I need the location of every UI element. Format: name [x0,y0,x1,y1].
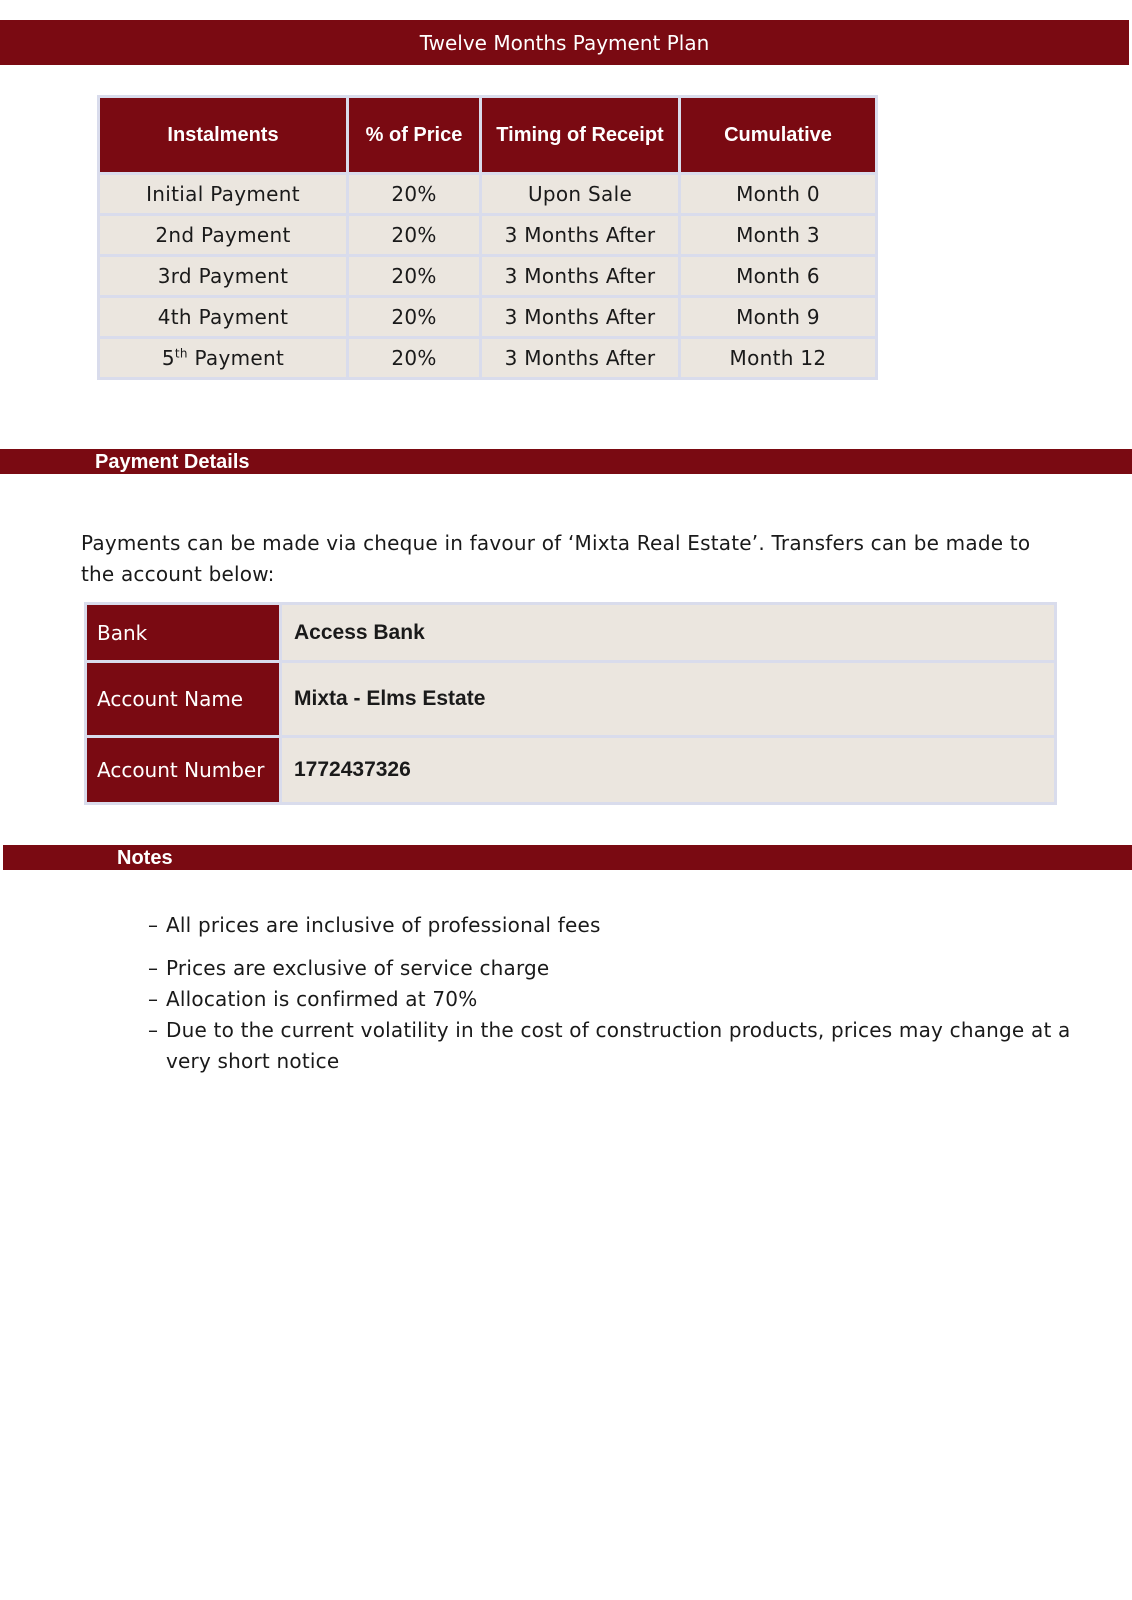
timing-cell: 3 Months After [482,298,678,336]
list-item: – Allocation is confirmed at 70% [148,984,1108,1015]
instalment-word: Payment [187,346,285,370]
table-row [100,216,875,254]
column-header-cumulative: Cumulative [681,98,875,172]
percent-cell: 20% [349,339,479,377]
cumulative-cell: Month 3 [681,216,875,254]
account-number-label: Account Number [87,738,279,802]
timing-cell: 3 Months After [482,216,678,254]
payment-plan-table [97,95,878,380]
payment-details-heading-band [0,449,1132,474]
column-header-percent: % of Price [349,98,479,172]
percent-cell: 20% [349,298,479,336]
instalment-cell: Initial Payment [100,175,346,213]
cumulative-cell: Month 12 [681,339,875,377]
page-title: Twelve Months Payment Plan [419,30,710,55]
bank-value: Access Bank [282,605,1054,660]
notes-heading: Notes [117,847,173,869]
instalment-cell: 4th Payment [100,298,346,336]
instalment-number: 5 [161,346,175,370]
table-row [87,605,1054,660]
list-item: – Due to the current volatility in the cost of construction products, prices may change at a very short notice [148,1015,1108,1077]
table-row [100,175,875,213]
column-header-instalments: Instalments [100,98,346,172]
account-name-label: Account Name [87,663,279,735]
notes-heading-band [3,845,1132,870]
page-title-band [0,20,1129,65]
list-item: – Prices are exclusive of service charge [148,953,1108,984]
bank-details-table [84,602,1057,805]
percent-cell: 20% [349,175,479,213]
instalment-cell [100,339,346,377]
payment-details-heading: Payment Details [95,451,250,473]
payment-intro-text: Payments can be made via cheque in favour of ‘Mixta Real Estate’. Transfers can be made to the account below: [81,531,1031,586]
column-header-timing: Timing of Receipt [482,98,678,172]
timing-cell: Upon Sale [482,175,678,213]
timing-cell: 3 Months After [482,339,678,377]
instalment-cell: 3rd Payment [100,257,346,295]
percent-cell: 20% [349,257,479,295]
account-name-value: Mixta - Elms Estate [282,663,1054,735]
bank-label: Bank [87,605,279,660]
cumulative-cell: Month 6 [681,257,875,295]
notes-list [148,910,1108,1077]
account-number-value: 1772437326 [282,738,1054,802]
table-row [100,298,875,336]
list-item: – All prices are inclusive of professional fees [148,910,1108,941]
table-row [87,738,1054,802]
table-row [100,257,875,295]
instalment-cell: 2nd Payment [100,216,346,254]
table-row [87,663,1054,735]
cumulative-cell: Month 9 [681,298,875,336]
percent-cell: 20% [349,216,479,254]
ordinal-suffix: th [174,346,188,361]
table-header-row [100,98,875,172]
timing-cell: 3 Months After [482,257,678,295]
cumulative-cell: Month 0 [681,175,875,213]
table-row [100,339,875,377]
